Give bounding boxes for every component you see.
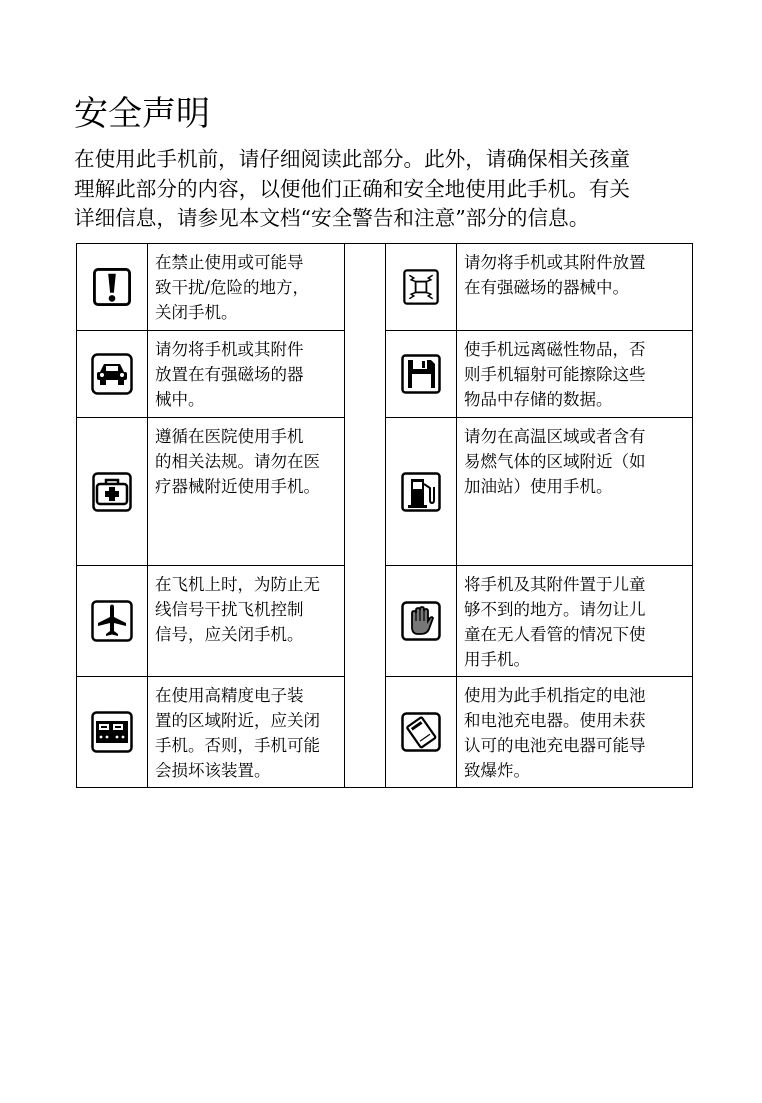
- table-cell-icon: [386, 418, 457, 566]
- text-line: 遵循在医院使用手机: [155, 427, 304, 446]
- text-line: 手机。否则，手机可能: [155, 736, 320, 755]
- table-cell-icon: [77, 566, 148, 677]
- table-cell-icon: [77, 677, 148, 788]
- table-row: [77, 244, 693, 331]
- table-cell-text: [148, 331, 345, 418]
- text-line: 致干扰/危险的地方，: [155, 278, 310, 297]
- text-line: 置的区域附近，应关闭: [155, 711, 320, 730]
- text-line: 认可的电池充电器可能导: [464, 736, 646, 755]
- text-line: 使用为此手机指定的电池: [464, 686, 646, 705]
- medical-kit-icon: [92, 472, 132, 512]
- text-line: 放置在有强磁场的器: [155, 365, 304, 384]
- battery-icon: [401, 712, 441, 752]
- text-line: 物品中存储的数据。: [464, 390, 613, 409]
- text-line: 在有强磁场的器械中。: [464, 278, 629, 297]
- table-cell-icon: [386, 331, 457, 418]
- floppy-disk-icon: [401, 354, 441, 394]
- text-line: 则手机辐射可能擦除这些: [464, 365, 646, 384]
- airplane-icon: [91, 600, 133, 642]
- hand-stop-icon: [401, 601, 441, 641]
- table-cell-text: [457, 677, 693, 788]
- page-title: 安全声明: [74, 94, 210, 134]
- table-cell-text: [457, 418, 693, 566]
- electronic-device-icon: [91, 711, 133, 753]
- safety-table: [76, 243, 693, 788]
- text-line: 械中。: [155, 390, 205, 409]
- table-cell-icon: [77, 331, 148, 418]
- text-line: 易燃气体的区域附近（如: [464, 452, 646, 471]
- intro-paragraph: [74, 145, 699, 234]
- text-line: 和电池充电器。使用未获: [464, 711, 646, 730]
- text-line: 会损坏该装置。: [155, 761, 271, 780]
- text-line: 请勿将手机或其附件: [155, 340, 304, 359]
- text-line: 疗器械附近使用手机。: [155, 477, 320, 496]
- intro-line: 在使用此手机前，请仔细阅读此部分。此外，请确保相关孩童: [74, 147, 631, 171]
- exclamation-icon: [93, 268, 131, 306]
- car-icon: [91, 353, 133, 395]
- table-cell-icon: [386, 677, 457, 788]
- table-cell-text: [148, 244, 345, 331]
- table-cell-text: [457, 566, 693, 677]
- text-line: 致爆炸。: [464, 761, 530, 780]
- text-line: 在飞机上时，为防止无: [155, 575, 320, 594]
- table-cell-text: [148, 566, 345, 677]
- text-line: 在禁止使用或可能导: [155, 253, 304, 272]
- text-line: 使手机远离磁性物品，否: [464, 340, 646, 359]
- text-line: 将手机及其附件置于儿童: [464, 575, 646, 594]
- table-spacer: [345, 244, 386, 788]
- fuel-pump-icon: [401, 472, 441, 512]
- intro-line: 理解此部分的内容，以便他们正确和安全地使用此手机。有关: [74, 176, 631, 201]
- text-line: 在使用高精度电子装: [155, 686, 304, 705]
- text-line: 请勿在高温区域或者含有: [464, 427, 646, 446]
- text-line: 请勿将手机或其附件放置: [464, 253, 646, 272]
- table-cell-icon: [77, 418, 148, 566]
- text-line: 线信号干扰飞机控制: [155, 600, 304, 619]
- text-line: 的相关法规。请勿在医: [155, 452, 320, 471]
- table-cell-icon: [386, 566, 457, 677]
- text-line: 童在无人看管的情况下使: [464, 625, 646, 644]
- table-cell-text: [148, 677, 345, 788]
- table-cell-text: [148, 418, 345, 566]
- magnetic-field-icon: [403, 269, 439, 305]
- table-cell-text: [457, 331, 693, 418]
- table-cell-icon: [386, 244, 457, 331]
- table-cell-icon: [77, 244, 148, 331]
- text-line: 关闭手机。: [155, 303, 238, 322]
- text-line: 加油站）使用手机。: [464, 477, 613, 496]
- intro-line: 详细信息，请参见本文档“安全警告和注意”部分的信息。: [74, 206, 590, 230]
- text-line: 够不到的地方。请勿让儿: [464, 600, 646, 619]
- text-line: 用手机。: [464, 650, 530, 669]
- table-cell-text: [457, 244, 693, 331]
- text-line: 信号，应关闭手机。: [155, 625, 304, 644]
